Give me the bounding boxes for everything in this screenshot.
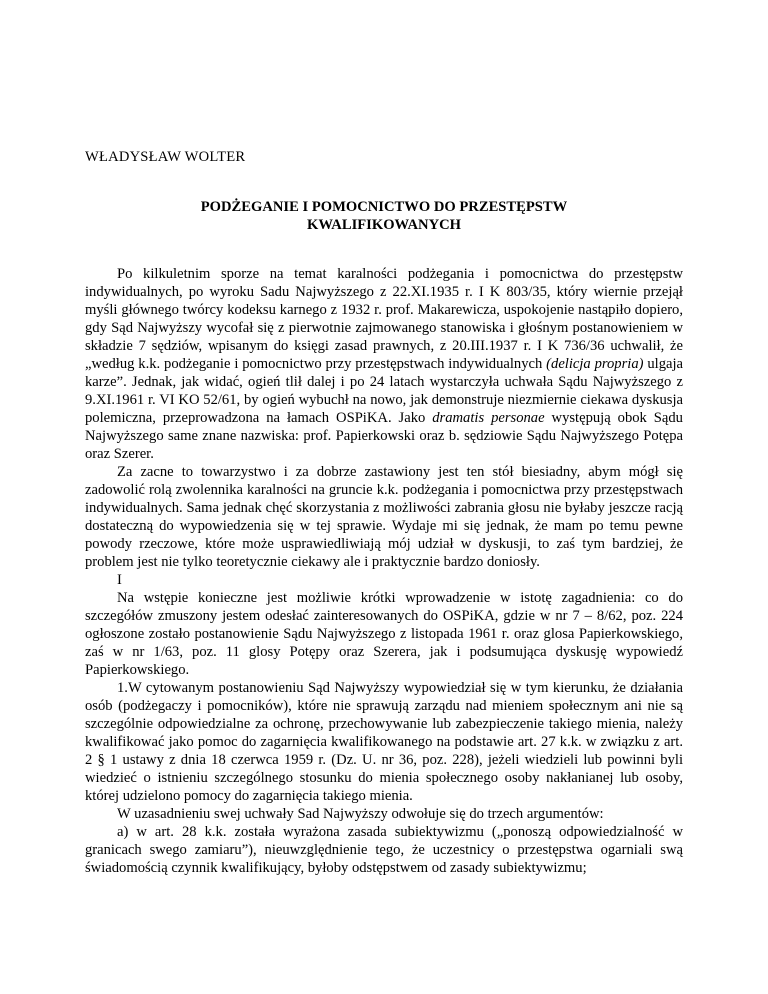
author-name: WŁADYSŁAW WOLTER [85,149,246,165]
section-numeral: I [117,572,122,588]
paragraph-1-italic-1: (delicja propria) [546,356,644,372]
document-body [85,265,683,877]
paragraph-1-part-b: ulgaja karze”. Jednak, jak widać, ogień tlił dalej i po 24 latach wystarczyła uchwała Sądu Najwyższego z 9.XI.1961 r. VI KO 52/61, by ogień wybuchł na nowo, jak demonstruje niezmiernie ciekawa dyskusja polemiczna, przeprowadzona na łamach OSPiKA. Jako [85,356,684,426]
paragraph-5: W uzasadnieniu swej uchwały Sad Najwyższy odwołuje się do trzech argumentów: [117,806,604,822]
paragraph-1-italic-2: dramatis personae [432,410,545,426]
paragraph-1 [85,265,683,463]
paragraph-6: a) w art. 28 k.k. została wyrażona zasada subiektywizmu („ponoszą odpowiedzialność w granicach swego zamiaru”), nieuwzględnienie tego, że uczestnicy o przestępstwa ogarniali swą świadomością czynnik kwalifikujący, byłoby odstępstwem od zasady subiektywizmu; [85,824,683,876]
paragraph-2: Za zacne to towarzystwo i za dobrze zastawiony jest ten stół biesiadny, abym mógł się zadowolić rolą zwolennika karalności na gruncie k.k. podżegania i pomocnictwa przy przestępstwach indywidualnych. Sama jednak chęć skorzystania z możliwości zabrania głosu nie byłaby jeszcze racją dostateczną do wypowiedzenia się w tej sprawie. Wydaje mi się jednak, że mam po temu pewne powody rzeczowe, które może usprawiedliwiają mój udział w dyskusji, to zaś tym bardziej, że problem jest nie tylko teoretycznie ciekawy ale i praktycznie bardzo doniosły. [85,464,683,570]
paragraph-1-part-c: występują obok Sądu Najwyższego same znane nazwiska: prof. Papierkowski oraz b. sędziowie Sądu Najwyższego Potępa oraz Szerer. [85,410,683,462]
paragraph-1-part-a: Po kilkuletnim sporze na temat karalności podżegania i pomocnictwa do przestępstw indywidualnych, po wyroku Sadu Najwyższego z 22.XI.1935 r. I K 803/35, który wiernie przejął myśli głównego twórcy kodeksu karnego z 1932 r. prof. Makarewicza, uspokojenie nastąpiło dopiero, gdy Sąd Najwyższy wycofał się z pierwotnie zajmowanego stanowiska i głośnym postanowieniem w składzie 7 sędziów, wpisanym do księgi zasad prawnych, z 20.III.1937 r. I K 736/36 uchwalił, że „według k.k. podżeganie i pomocnictwo przy przestępstwach indywidualnych [85,266,683,372]
title-line-1: PODŻEGANIE I POMOCNICTWO DO PRZESTĘPSTW [200,199,568,215]
title-line-2: KWALIFIKOWANYCH [306,217,462,233]
paragraph-4: 1.W cytowanym postanowieniu Sąd Najwyższy wypowiedział się w tym kierunku, że działania osób (podżegaczy i pomocników), które nie sprawują zarządu nad mieniem społecznym ani nie są szczególnie odpowiedzialne za ochronę, przechowywanie lub zabezpieczenie takiego mienia, należy kwalifikować jako pomoc do zagarnięcia kwalifikowanego na podstawie art. 27 k.k. w związku z art. 2 § 1 ustawy z dnia 18 czerwca 1959 r. (Dz. U. nr 36, poz. 228), jeżeli wiedzieli lub powinni byli wiedzieć o istnieniu szczególnego stosunku do mienia społecznego osoby nakłanianej lub osoby, której udzielono pomocy do zagarnięcia takiego mienia. [85,680,683,804]
document-title [85,198,683,234]
paragraph-3: Na wstępie konieczne jest możliwie krótki wprowadzenie w istotę zagadnienia: co do szczegółów zmuszony jestem odesłać zainteresowanych do OSPiKA, gdzie w nr 7 – 8/62, poz. 224 ogłoszone zostało postanowienie Sądu Najwyższego z listopada 1961 r. oraz glosa Papierkowskiego, zaś w nr 1/63, poz. 11 glosy Potępy oraz Szerera, jak i podsumująca dyskusję wypowiedź Papierkowskiego. [85,590,683,678]
